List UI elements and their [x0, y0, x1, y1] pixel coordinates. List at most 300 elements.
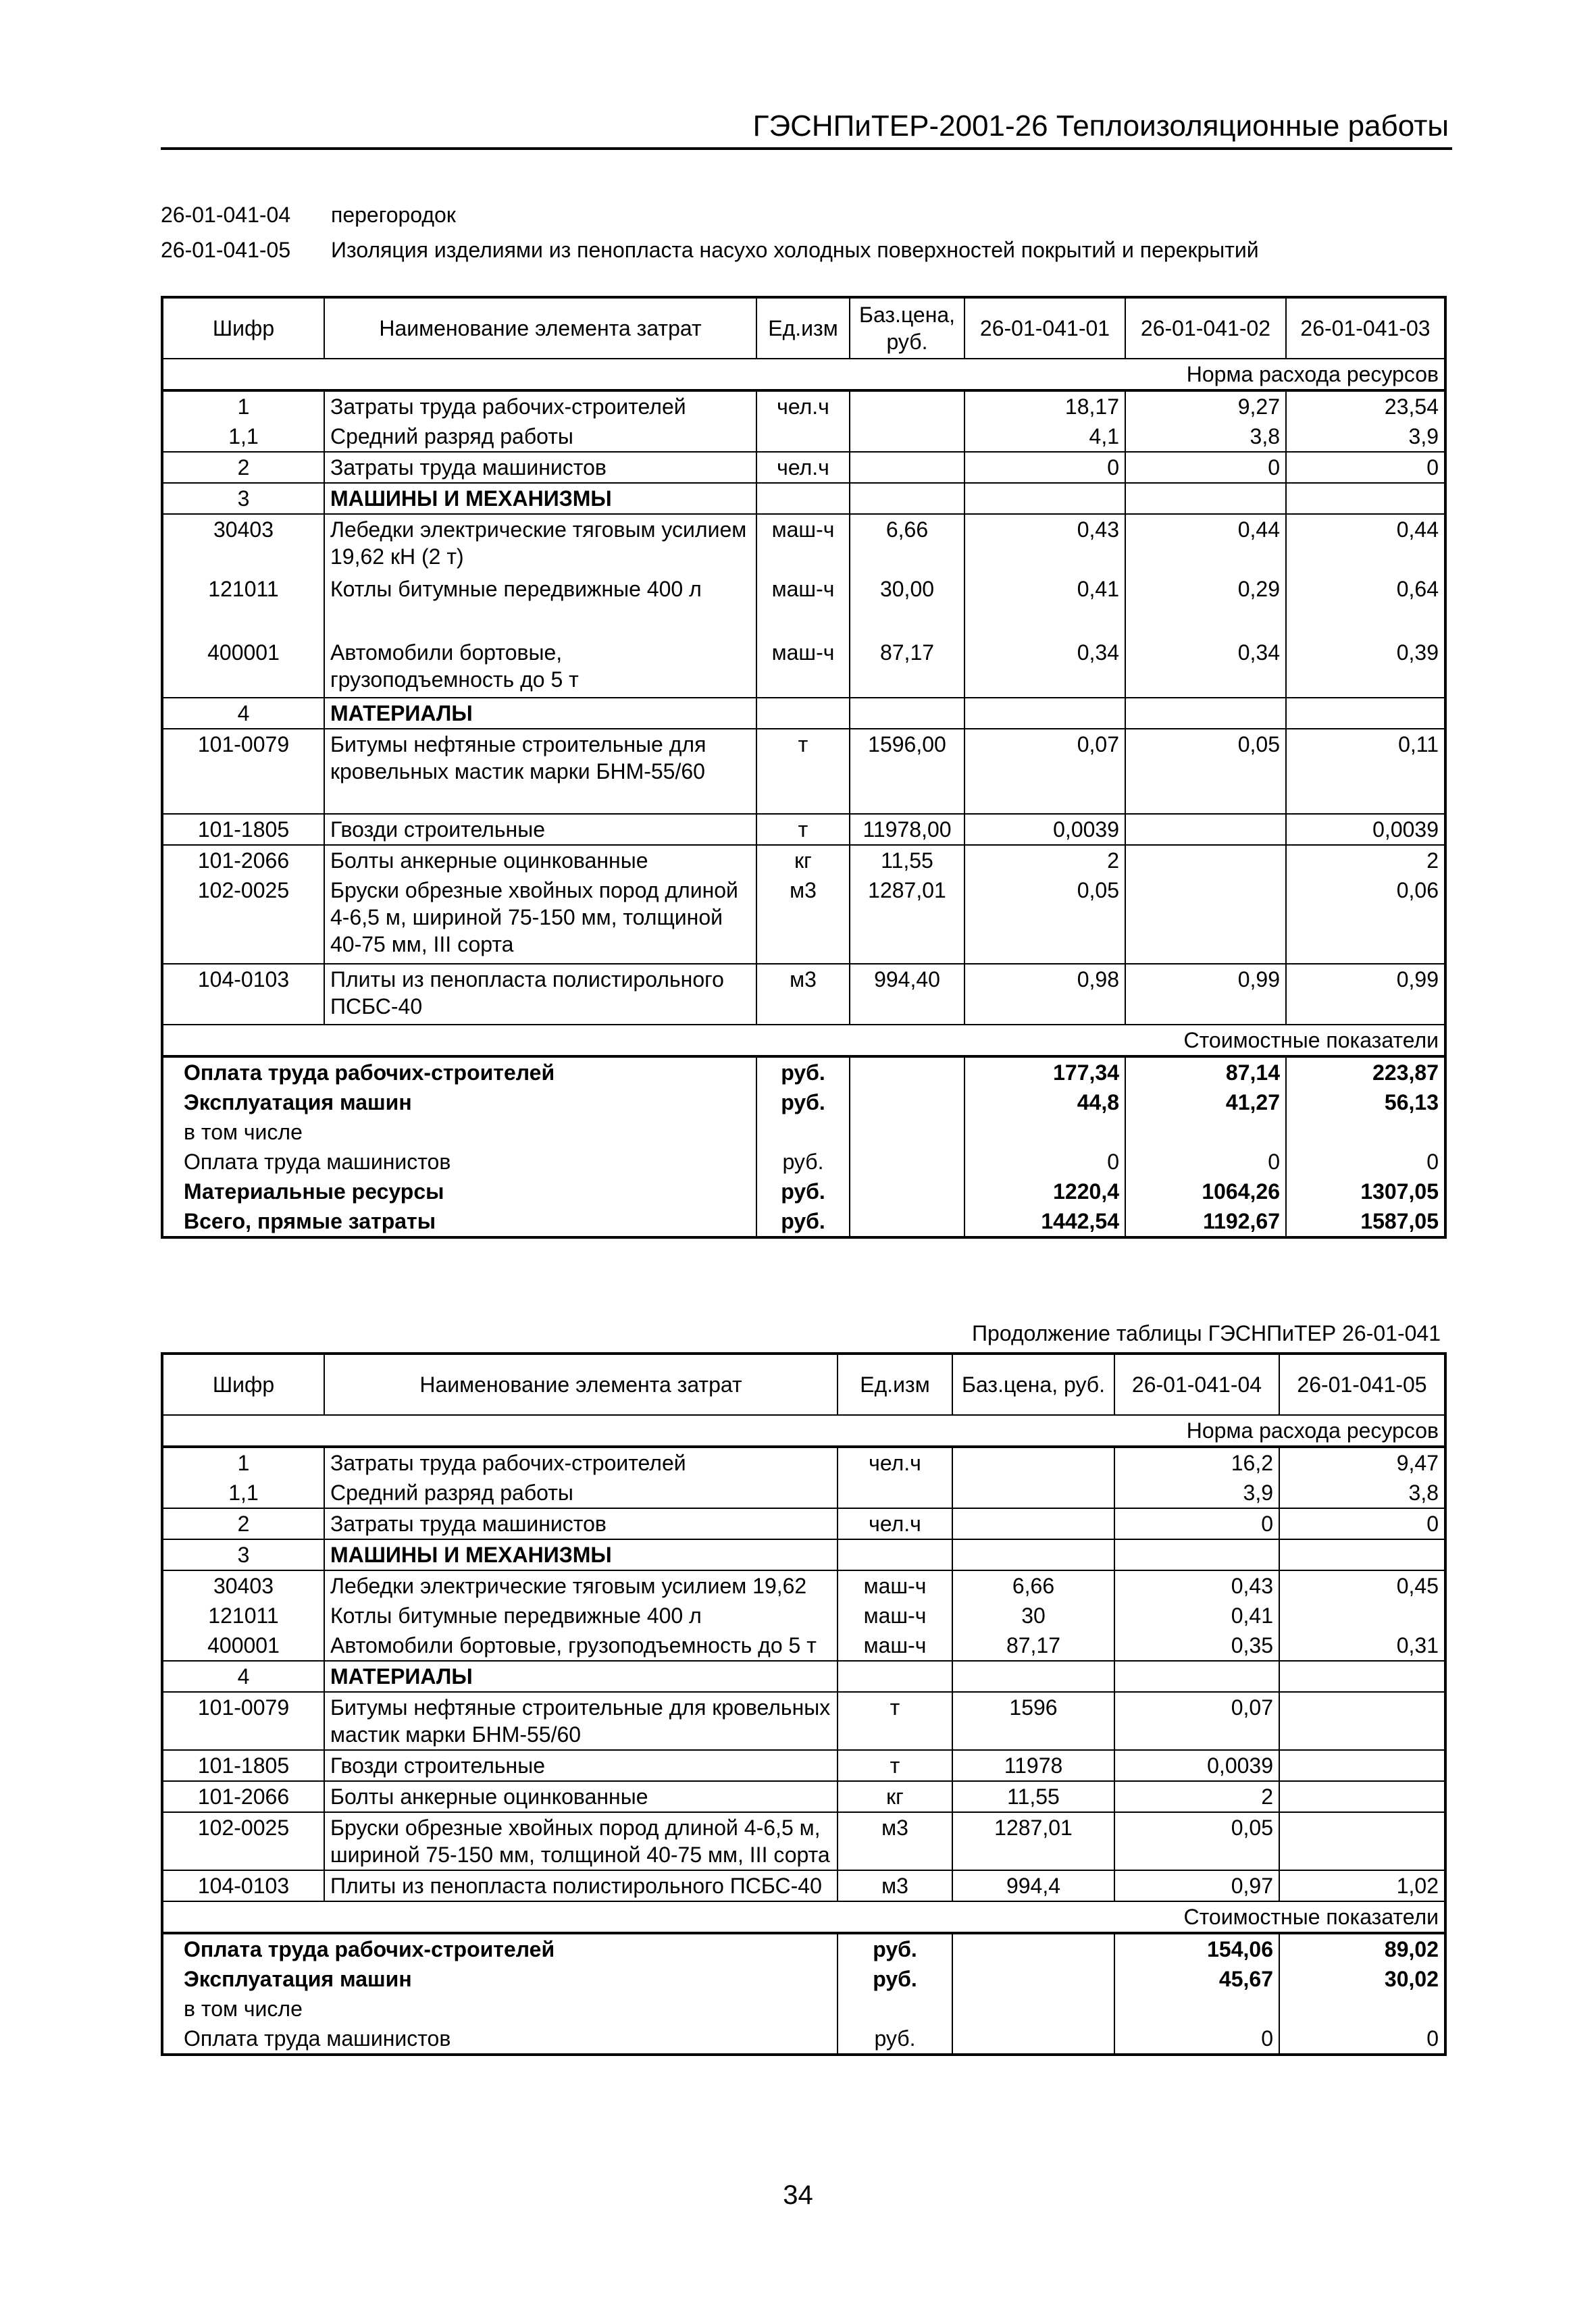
table-row	[162, 1447, 1445, 1478]
norm-band-row	[162, 1415, 1445, 1447]
unit-cell	[756, 421, 850, 452]
cipher-cell: 102-0025	[162, 875, 324, 964]
value-cell: 0,07	[1114, 1692, 1279, 1750]
price-cell: 30,00	[850, 574, 964, 638]
cost-band-row	[162, 1901, 1445, 1933]
price-cell: 30	[952, 1601, 1114, 1630]
price-cell: 11,55	[952, 1781, 1114, 1812]
cost-label-cell: Материальные ресурсы	[162, 1177, 756, 1206]
table-row	[162, 1781, 1445, 1812]
value-cell: 3,8	[1125, 421, 1286, 452]
cost-label-cell: Эксплуатация машин	[162, 1964, 838, 1994]
unit-cell: т	[838, 1750, 952, 1781]
name-cell: Затраты труда рабочих-строителей	[324, 390, 756, 421]
price-cell: 1596	[952, 1692, 1114, 1750]
column-header: 26-01-041-04	[1114, 1354, 1279, 1415]
price-cell: 1287,01	[850, 875, 964, 964]
price-cell	[952, 2024, 1114, 2055]
column-header: Наименование элемента затрат	[324, 297, 756, 359]
price-cell	[850, 390, 964, 421]
value-cell: 0	[1125, 1147, 1286, 1177]
intro-text: перегородок	[331, 203, 456, 227]
value-cell: 23,54	[1286, 390, 1445, 421]
value-cell: 0	[1279, 2024, 1445, 2055]
name-cell: Лебедки электрические тяговым усилием 19,62	[324, 1570, 838, 1601]
column-header: 26-01-041-02	[1125, 297, 1286, 359]
value-cell: 1587,05	[1286, 1206, 1445, 1237]
unit-cell: кг	[756, 845, 850, 875]
cost-label-cell: Оплата труда машинистов	[162, 1147, 756, 1177]
value-cell: 41,27	[1125, 1087, 1286, 1117]
cipher-cell: 1	[162, 390, 324, 421]
cipher-cell: 1	[162, 1447, 324, 1478]
name-cell: МАШИНЫ И МЕХАНИЗМЫ	[324, 483, 756, 514]
cost-band-label: Стоимостные показатели	[162, 1025, 1445, 1056]
value-cell: 0	[964, 452, 1125, 483]
value-cell	[1286, 483, 1445, 514]
table-row	[162, 1478, 1445, 1508]
value-cell	[1279, 1812, 1445, 1870]
unit-cell: маш-ч	[756, 574, 850, 638]
unit-cell: руб.	[838, 1964, 952, 1994]
name-cell: МАТЕРИАЛЫ	[324, 1661, 838, 1692]
value-cell: 0,43	[964, 514, 1125, 574]
name-cell: Плиты из пенопласта полистирольного ПСБС-40	[324, 1870, 838, 1901]
value-cell: 0,0039	[964, 814, 1125, 845]
column-header: 26-01-041-03	[1286, 297, 1445, 359]
value-cell	[1125, 1117, 1286, 1147]
unit-cell	[838, 1661, 952, 1692]
cost-row	[162, 1056, 1445, 1087]
table-row	[162, 483, 1445, 514]
value-cell: 0,29	[1125, 574, 1286, 638]
cost-label-cell: Оплата труда рабочих-строителей	[162, 1933, 838, 1964]
price-cell	[850, 1087, 964, 1117]
table-row	[162, 421, 1445, 452]
price-cell: 994,40	[850, 964, 964, 1025]
cipher-cell: 3	[162, 483, 324, 514]
price-cell	[850, 452, 964, 483]
cost-row	[162, 1933, 1445, 1964]
value-cell: 223,87	[1286, 1056, 1445, 1087]
price-cell: 11,55	[850, 845, 964, 875]
cost-label-cell: в том числе	[162, 1994, 838, 2024]
page-number: 34	[783, 2180, 813, 2210]
unit-cell: чел.ч	[838, 1508, 952, 1539]
unit-cell	[756, 698, 850, 729]
cipher-cell: 104-0103	[162, 1870, 324, 1901]
norm-band-row	[162, 359, 1445, 390]
value-cell: 0,0039	[1286, 814, 1445, 845]
price-cell: 6,66	[850, 514, 964, 574]
value-cell: 0	[1114, 1508, 1279, 1539]
value-cell: 3,8	[1279, 1478, 1445, 1508]
column-header: 26-01-041-05	[1279, 1354, 1445, 1415]
cost-label-cell: Эксплуатация машин	[162, 1087, 756, 1117]
table-row	[162, 1539, 1445, 1570]
unit-cell: кг	[838, 1781, 952, 1812]
value-cell: 0,64	[1286, 574, 1445, 638]
name-cell: МАШИНЫ И МЕХАНИЗМЫ	[324, 1539, 838, 1570]
table-row	[162, 638, 1445, 698]
value-cell: 0,44	[1125, 514, 1286, 574]
table-row	[162, 514, 1445, 574]
cipher-cell: 101-1805	[162, 814, 324, 845]
name-cell: Битумы нефтяные строительные для кровельных мастик марки БНМ-55/60	[324, 729, 756, 814]
value-cell	[1279, 1994, 1445, 2024]
value-cell: 44,8	[964, 1087, 1125, 1117]
table-header-row	[162, 297, 1445, 359]
value-cell	[1279, 1781, 1445, 1812]
cost-label-cell: Оплата труда машинистов	[162, 2024, 838, 2055]
name-cell: Битумы нефтяные строительные для кровельных мастик марки БНМ-55/60	[324, 1692, 838, 1750]
price-cell	[952, 1447, 1114, 1478]
name-cell: Затраты труда машинистов	[324, 1508, 838, 1539]
value-cell: 0,06	[1286, 875, 1445, 964]
cost-row	[162, 2024, 1445, 2055]
name-cell: Затраты труда машинистов	[324, 452, 756, 483]
value-cell: 0,98	[964, 964, 1125, 1025]
cipher-cell: 3	[162, 1539, 324, 1570]
value-cell: 0,99	[1125, 964, 1286, 1025]
unit-cell: чел.ч	[756, 390, 850, 421]
cost-body	[162, 1056, 1445, 1237]
table-row	[162, 1601, 1445, 1630]
cost-row	[162, 1994, 1445, 2024]
unit-cell: руб.	[756, 1206, 850, 1237]
cipher-cell: 101-1805	[162, 1750, 324, 1781]
name-cell: Болты анкерные оцинкованные	[324, 845, 756, 875]
value-cell	[1125, 814, 1286, 845]
cipher-cell: 101-2066	[162, 845, 324, 875]
value-cell: 2	[1114, 1781, 1279, 1812]
unit-cell: маш-ч	[838, 1570, 952, 1601]
table-row	[162, 875, 1445, 964]
table-row	[162, 1630, 1445, 1661]
table-row	[162, 1750, 1445, 1781]
cipher-cell: 400001	[162, 638, 324, 698]
value-cell: 0,99	[1286, 964, 1445, 1025]
table-body	[162, 1447, 1445, 1901]
value-cell	[1114, 1661, 1279, 1692]
name-cell: Гвозди строительные	[324, 1750, 838, 1781]
value-cell: 0,41	[964, 574, 1125, 638]
value-cell: 0,05	[1125, 729, 1286, 814]
value-cell	[1279, 1601, 1445, 1630]
norms-table-2	[161, 1352, 1447, 2056]
value-cell: 45,67	[1114, 1964, 1279, 1994]
table-header-row	[162, 1354, 1445, 1415]
value-cell	[1114, 1539, 1279, 1570]
cost-row	[162, 1117, 1445, 1147]
value-cell	[1279, 1539, 1445, 1570]
name-cell: Болты анкерные оцинкованные	[324, 1781, 838, 1812]
cost-label-cell: Всего, прямые затраты	[162, 1206, 756, 1237]
name-cell: Средний разряд работы	[324, 421, 756, 452]
unit-cell	[838, 1539, 952, 1570]
value-cell: 0	[1125, 452, 1286, 483]
name-cell: Автомобили бортовые, грузоподъемность до 5 т	[324, 638, 756, 698]
price-cell	[952, 1964, 1114, 1994]
cost-row	[162, 1206, 1445, 1237]
norms-table-1	[161, 296, 1447, 1239]
table-row	[162, 390, 1445, 421]
value-cell: 0,41	[1114, 1601, 1279, 1630]
table-row	[162, 729, 1445, 814]
cipher-cell: 4	[162, 1661, 324, 1692]
name-cell: Котлы битумные передвижные 400 л	[324, 1601, 838, 1630]
unit-cell: м3	[756, 964, 850, 1025]
column-header: Шифр	[162, 1354, 324, 1415]
price-cell: 11978,00	[850, 814, 964, 845]
table-row	[162, 1508, 1445, 1539]
cost-band-label: Стоимостные показатели	[162, 1901, 1445, 1933]
value-cell: 18,17	[964, 390, 1125, 421]
value-cell: 16,2	[1114, 1447, 1279, 1478]
unit-cell: руб.	[756, 1177, 850, 1206]
price-cell	[850, 1056, 964, 1087]
cipher-cell: 400001	[162, 1630, 324, 1661]
column-header: Ед.изм	[756, 297, 850, 359]
price-cell	[850, 1177, 964, 1206]
cipher-cell: 101-0079	[162, 729, 324, 814]
unit-cell: м3	[756, 875, 850, 964]
value-cell	[964, 698, 1125, 729]
value-cell: 0	[964, 1147, 1125, 1177]
value-cell: 0,43	[1114, 1570, 1279, 1601]
cost-body	[162, 1933, 1445, 2055]
value-cell: 0,34	[964, 638, 1125, 698]
cost-row	[162, 1964, 1445, 1994]
table-body	[162, 390, 1445, 1025]
unit-cell: маш-ч	[756, 638, 850, 698]
value-cell: 1,02	[1279, 1870, 1445, 1901]
table-row	[162, 1661, 1445, 1692]
unit-cell: руб.	[756, 1087, 850, 1117]
cipher-cell: 30403	[162, 1570, 324, 1601]
unit-cell: руб.	[756, 1056, 850, 1087]
unit-cell: т	[756, 729, 850, 814]
name-cell: МАТЕРИАЛЫ	[324, 698, 756, 729]
intro-code: 26-01-041-04	[161, 203, 291, 227]
table-row	[162, 1692, 1445, 1750]
value-cell	[1286, 698, 1445, 729]
continuation-caption: Продолжение таблицы ГЭСНПиТЕР 26-01-041	[972, 1321, 1441, 1345]
value-cell: 1192,67	[1125, 1206, 1286, 1237]
value-cell	[1125, 875, 1286, 964]
price-cell	[850, 1147, 964, 1177]
name-cell: Бруски обрезные хвойных пород длиной 4-6,5 м, шириной 75-150 мм, толщиной 40-75 мм, III сорта	[324, 1812, 838, 1870]
unit-cell: т	[838, 1692, 952, 1750]
cipher-cell: 104-0103	[162, 964, 324, 1025]
value-cell	[964, 1117, 1125, 1147]
norm-band-label: Норма расхода ресурсов	[162, 1415, 1445, 1447]
column-header: Баз.цена, руб.	[850, 297, 964, 359]
cost-label-cell: в том числе	[162, 1117, 756, 1147]
cipher-cell: 2	[162, 452, 324, 483]
unit-cell	[838, 1994, 952, 2024]
intro-text: Изоляция изделиями из пенопласта насухо холодных поверхностей покрытий и перекрытий	[331, 238, 1259, 262]
value-cell: 0,0039	[1114, 1750, 1279, 1781]
value-cell	[1125, 845, 1286, 875]
norm-band-label: Норма расхода ресурсов	[162, 359, 1445, 390]
value-cell: 3,9	[1114, 1478, 1279, 1508]
price-cell	[952, 1508, 1114, 1539]
name-cell: Автомобили бортовые, грузоподъемность до 5 т	[324, 1630, 838, 1661]
price-cell	[952, 1933, 1114, 1964]
unit-cell	[756, 483, 850, 514]
unit-cell: руб.	[838, 2024, 952, 2055]
value-cell	[1286, 1117, 1445, 1147]
unit-cell	[756, 1117, 850, 1147]
value-cell: 2	[1286, 845, 1445, 875]
value-cell: 1220,4	[964, 1177, 1125, 1206]
price-cell	[952, 1478, 1114, 1508]
table-row	[162, 698, 1445, 729]
price-cell	[850, 1206, 964, 1237]
cipher-cell: 4	[162, 698, 324, 729]
value-cell: 0,45	[1279, 1570, 1445, 1601]
value-cell: 0,07	[964, 729, 1125, 814]
table-row	[162, 1812, 1445, 1870]
name-cell: Котлы битумные передвижные 400 л	[324, 574, 756, 638]
value-cell: 30,02	[1279, 1964, 1445, 1994]
value-cell: 0	[1286, 1147, 1445, 1177]
price-cell: 994,4	[952, 1870, 1114, 1901]
value-cell: 9,27	[1125, 390, 1286, 421]
value-cell: 0,39	[1286, 638, 1445, 698]
unit-cell: м3	[838, 1812, 952, 1870]
name-cell: Плиты из пенопласта полистирольного ПСБС-40	[324, 964, 756, 1025]
price-cell	[952, 1661, 1114, 1692]
column-header: Шифр	[162, 297, 324, 359]
intro-code: 26-01-041-05	[161, 238, 291, 262]
value-cell	[1125, 698, 1286, 729]
value-cell: 56,13	[1286, 1087, 1445, 1117]
price-cell: 1596,00	[850, 729, 964, 814]
column-header: Баз.цена, руб.	[952, 1354, 1114, 1415]
value-cell	[1114, 1994, 1279, 2024]
table-row	[162, 1870, 1445, 1901]
value-cell: 0,31	[1279, 1630, 1445, 1661]
cipher-cell: 2	[162, 1508, 324, 1539]
cipher-cell: 101-0079	[162, 1692, 324, 1750]
table-row	[162, 452, 1445, 483]
running-header: ГЭСНПиТЕР-2001-26 Теплоизоляционные работы	[752, 109, 1449, 143]
value-cell: 1064,26	[1125, 1177, 1286, 1206]
cost-row	[162, 1177, 1445, 1206]
price-cell: 11978	[952, 1750, 1114, 1781]
price-cell	[850, 483, 964, 514]
column-header: Ед.изм	[838, 1354, 952, 1415]
value-cell: 0,97	[1114, 1870, 1279, 1901]
value-cell: 4,1	[964, 421, 1125, 452]
value-cell: 154,06	[1114, 1933, 1279, 1964]
value-cell	[964, 483, 1125, 514]
value-cell	[1125, 483, 1286, 514]
value-cell: 0,44	[1286, 514, 1445, 574]
unit-cell: чел.ч	[756, 452, 850, 483]
price-cell: 1287,01	[952, 1812, 1114, 1870]
cipher-cell: 121011	[162, 574, 324, 638]
value-cell: 0,34	[1125, 638, 1286, 698]
value-cell: 2	[964, 845, 1125, 875]
unit-cell: чел.ч	[838, 1447, 952, 1478]
value-cell: 1442,54	[964, 1206, 1125, 1237]
value-cell: 1307,05	[1286, 1177, 1445, 1206]
value-cell: 177,34	[964, 1056, 1125, 1087]
price-cell	[850, 421, 964, 452]
column-header: 26-01-041-01	[964, 297, 1125, 359]
value-cell: 0,05	[964, 875, 1125, 964]
value-cell: 0	[1114, 2024, 1279, 2055]
value-cell: 0,05	[1114, 1812, 1279, 1870]
cipher-cell: 101-2066	[162, 1781, 324, 1812]
unit-cell: руб.	[838, 1933, 952, 1964]
price-cell	[850, 1117, 964, 1147]
value-cell	[1279, 1692, 1445, 1750]
table-row	[162, 964, 1445, 1025]
value-cell	[1279, 1750, 1445, 1781]
value-cell: 9,47	[1279, 1447, 1445, 1478]
table-row	[162, 1570, 1445, 1601]
value-cell: 0	[1286, 452, 1445, 483]
cost-row	[162, 1147, 1445, 1177]
name-cell: Затраты труда рабочих-строителей	[324, 1447, 838, 1478]
value-cell: 87,14	[1125, 1056, 1286, 1087]
cost-band-row	[162, 1025, 1445, 1056]
value-cell: 89,02	[1279, 1933, 1445, 1964]
value-cell: 0	[1279, 1508, 1445, 1539]
cipher-cell: 121011	[162, 1601, 324, 1630]
price-cell: 87,17	[850, 638, 964, 698]
cost-row	[162, 1087, 1445, 1117]
name-cell: Бруски обрезные хвойных пород длиной 4-6,5 м, шириной 75-150 мм, толщиной 40-75 мм, III сорта	[324, 875, 756, 964]
column-header: Наименование элемента затрат	[324, 1354, 838, 1415]
header-rule	[161, 147, 1452, 150]
unit-cell: т	[756, 814, 850, 845]
price-cell: 87,17	[952, 1630, 1114, 1661]
unit-cell: м3	[838, 1870, 952, 1901]
intro-line	[161, 238, 1259, 263]
cipher-cell: 102-0025	[162, 1812, 324, 1870]
name-cell: Средний разряд работы	[324, 1478, 838, 1508]
name-cell: Гвозди строительные	[324, 814, 756, 845]
cipher-cell: 1,1	[162, 421, 324, 452]
unit-cell: маш-ч	[838, 1601, 952, 1630]
cipher-cell: 1,1	[162, 1478, 324, 1508]
value-cell: 0,11	[1286, 729, 1445, 814]
name-cell: Лебедки электрические тяговым усилием 19,62 кН (2 т)	[324, 514, 756, 574]
table-row	[162, 845, 1445, 875]
price-cell: 6,66	[952, 1570, 1114, 1601]
intro-line	[161, 203, 456, 228]
cost-label-cell: Оплата труда рабочих-строителей	[162, 1056, 756, 1087]
value-cell: 0,35	[1114, 1630, 1279, 1661]
price-cell	[952, 1539, 1114, 1570]
table-row	[162, 814, 1445, 845]
cipher-cell: 30403	[162, 514, 324, 574]
price-cell	[850, 698, 964, 729]
unit-cell: маш-ч	[756, 514, 850, 574]
value-cell: 3,9	[1286, 421, 1445, 452]
unit-cell	[838, 1478, 952, 1508]
unit-cell: маш-ч	[838, 1630, 952, 1661]
value-cell	[1279, 1661, 1445, 1692]
table-row	[162, 574, 1445, 638]
price-cell	[952, 1994, 1114, 2024]
unit-cell: руб.	[756, 1147, 850, 1177]
